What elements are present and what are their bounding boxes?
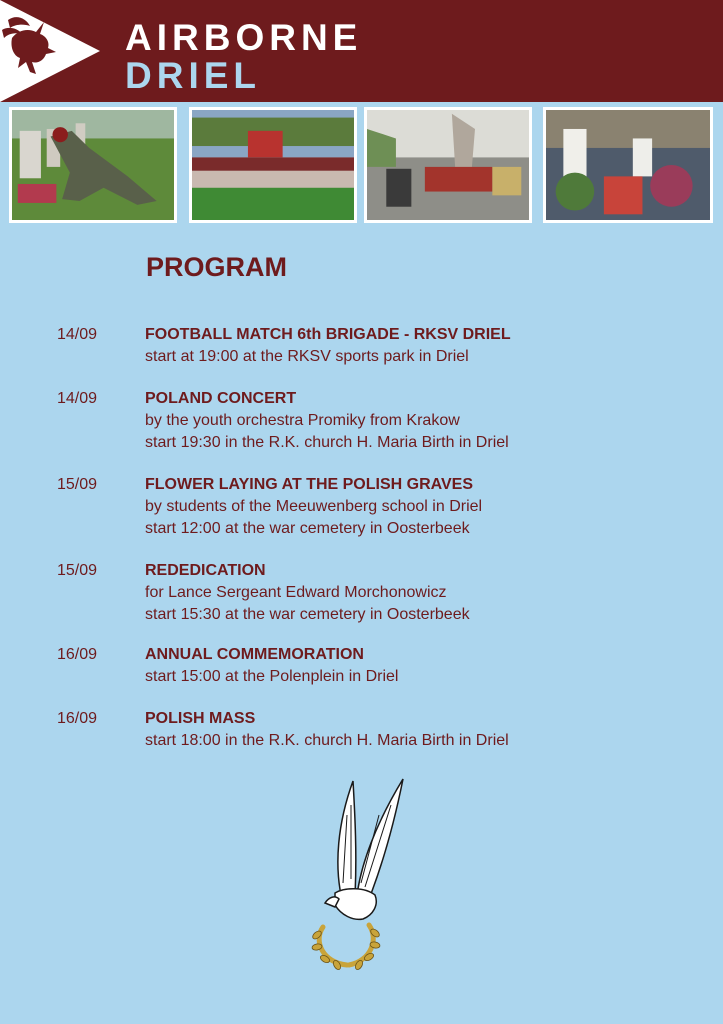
header-banner bbox=[0, 0, 723, 102]
event-title: FLOWER LAYING AT THE POLISH GRAVES bbox=[145, 476, 474, 493]
event-date: 15/09 bbox=[57, 562, 98, 579]
event-date: 16/09 bbox=[57, 710, 98, 727]
event-date: 14/09 bbox=[57, 326, 98, 343]
wreath-ceremony-photo bbox=[543, 107, 713, 223]
brand-airborne: AIRBORNE bbox=[125, 17, 363, 58]
event-title: ANNUAL COMMEMORATION bbox=[145, 646, 364, 663]
event-detail: start 19:30 in the R.K. church H. Maria Birth in Driel bbox=[145, 434, 509, 451]
football-team-photo bbox=[189, 107, 357, 223]
event-detail: start 12:00 at the war cemetery in Oosterbeek bbox=[145, 520, 470, 537]
parachute-eagle-icon bbox=[295, 775, 415, 975]
pegasus-icon bbox=[0, 0, 100, 102]
event-date: 15/09 bbox=[57, 476, 98, 493]
event-detail: start 15:30 at the war cemetery in Oosterbeek bbox=[145, 606, 470, 623]
event-detail: start at 19:00 at the RKSV sports park in Driel bbox=[145, 348, 469, 365]
brand-driel: DRIEL bbox=[125, 55, 261, 96]
memorial-flowers-photo bbox=[364, 107, 532, 223]
event-title: REDEDICATION bbox=[145, 562, 266, 579]
photo-strip bbox=[9, 107, 714, 223]
event-title: POLAND CONCERT bbox=[145, 390, 297, 407]
event-detail: start 15:00 at the Polenplein in Driel bbox=[145, 668, 399, 685]
event-date: 16/09 bbox=[57, 646, 98, 663]
event-date: 14/09 bbox=[57, 390, 98, 407]
soldier-at-grave-photo bbox=[9, 107, 177, 223]
event-detail: by students of the Meeuwenberg school in Driel bbox=[145, 498, 483, 515]
event-title: POLISH MASS bbox=[145, 710, 256, 727]
event-detail: for Lance Sergeant Edward Morchonowicz bbox=[145, 584, 447, 601]
event-detail: by the youth orchestra Promiky from Krakow bbox=[145, 412, 460, 429]
event-detail: start 18:00 in the R.K. church H. Maria Birth in Driel bbox=[145, 732, 509, 749]
page-title: PROGRAM bbox=[146, 252, 287, 282]
event-title: FOOTBALL MATCH 6th BRIGADE - RKSV DRIEL bbox=[145, 326, 511, 343]
